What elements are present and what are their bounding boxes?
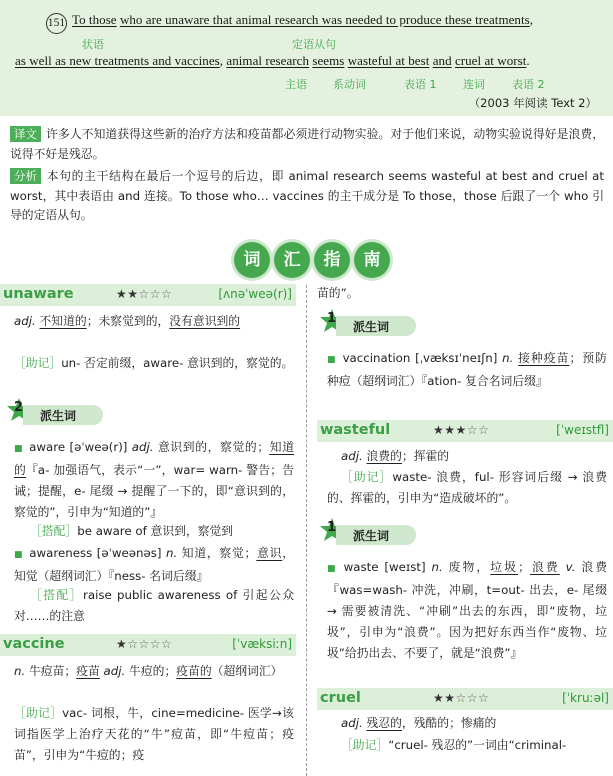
predicative-1: wasteful at best	[347, 53, 430, 68]
tag-attributive-clause: 定语从句	[292, 38, 336, 51]
collocation-awareness: ［搭配］raise public awareness of 引起公众对……的注意	[14, 588, 294, 623]
translation-text: 许多人不知道获得这些新的治疗方法和疫苗都必须进行动物实验。对于他们来说，动物实验说得好是浪费，说得不好是残忍。	[10, 127, 604, 161]
sentence-number: 151	[46, 13, 67, 34]
tag-conjunction: 连词	[463, 78, 485, 91]
vocab-title-char-3: 指	[314, 242, 350, 278]
word-bar-wasteful	[317, 420, 613, 442]
phonetic: [ˈkruːəl]	[562, 691, 609, 705]
analysis-text: 本句的主干结构在最后一个逗号的后边，即 animal research seems wasteful at best and cruel at worst，其中表语由 and 连接。To those who… vaccines 的主干成分是 To those，those 后跟了一个 who 引导的定语从句。	[10, 169, 604, 222]
vaccine-memo-continued: 苗的”。	[317, 286, 359, 300]
analysis-label: 分析	[10, 168, 41, 184]
word-bar-vaccine	[0, 634, 296, 656]
memo: ［助记］waste- 浪费，ful- 形容词后缀 → 浪费的、挥霍的，引申为“造成破坏的”。	[327, 470, 607, 505]
collocation-aware: ［搭配］be aware of 意识到，察觉到	[30, 524, 234, 538]
tag-predicative-2: 表语 2	[512, 78, 545, 91]
tag-adverbial: 状语	[82, 38, 104, 51]
column-divider	[306, 285, 307, 776]
headword: vaccine	[3, 636, 65, 652]
linking-verb: seems	[312, 53, 345, 68]
phonetic: [ˈvæksiːn]	[232, 637, 292, 651]
vocab-title-char-4: 南	[354, 242, 390, 278]
phonetic: [ˈweɪstfl]	[556, 423, 609, 437]
sentence-box	[0, 0, 613, 116]
definition: adj. 不知道的；未察觉到的，没有意识到的	[14, 314, 241, 328]
tag-predicative-1: 表语 1	[404, 78, 437, 91]
attributive-clause: who are unaware that animal research was needed to produce these treatments	[119, 12, 530, 27]
vocab-title-char-1: 词	[234, 242, 270, 278]
tag-linking-verb: 系动词	[333, 78, 366, 91]
headword: unaware	[3, 286, 74, 302]
star-rating-icon: ★★☆☆☆	[116, 287, 173, 301]
star-rating-icon: ★★☆☆☆	[433, 691, 490, 705]
derivative-awareness: ■ awareness [əˈweənəs] n. 知道，察觉；意识，知觉（超纲词汇）『ness- 名词后缀』	[14, 546, 295, 583]
star-rating-icon: ★★★☆☆	[433, 423, 490, 437]
sentence-line-1: 151 To those who are unaware that animal research was needed to produce these treatments,	[46, 12, 533, 34]
subject-phrase: animal research	[226, 53, 310, 68]
analysis-paragraph	[10, 167, 604, 226]
tag-subject: 主语	[285, 78, 307, 91]
star-rating-icon: ★☆☆☆☆	[116, 637, 173, 651]
derivative-vaccination: ■ vaccination [ˌvæksɪˈneɪʃn] n. 接种疫苗；预防种痘（超纲词汇）『ation- 复合名词后缀』	[327, 351, 607, 388]
definition: adj. 残忍的，残酷的；惨痛的	[341, 716, 497, 730]
definition: n. 牛痘苗；疫苗 adj. 牛痘的；疫苗的（超纲词汇）	[14, 664, 283, 678]
sentence-line-2: as well as new treatments and vaccines, animal research seems wasteful at best and cruel at worst.	[15, 53, 530, 68]
derivative-header: 1 派生词	[319, 520, 439, 546]
headword: cruel	[320, 690, 361, 706]
derivative-header: 1 派生词	[319, 311, 439, 337]
memo: ［助记］un- 否定前缀，aware- 意识到的，察觉的。	[14, 356, 294, 370]
translation-paragraph	[10, 125, 604, 164]
conjunction: and	[432, 53, 452, 68]
vocab-heading	[0, 242, 613, 278]
translation-label: 译文	[10, 126, 41, 142]
predicative-2: cruel at worst	[454, 53, 527, 68]
phonetic: [ʌnəˈweə(r)]	[218, 287, 292, 301]
vocab-title-char-2: 汇	[274, 242, 310, 278]
adverbial-phrase: To those	[72, 12, 117, 27]
memo: ［助记］“cruel- 残忍的”一词由“criminal-	[341, 738, 567, 752]
word-bar-unaware	[0, 284, 296, 306]
derivative-aware: ■ aware [əˈweə(r)] adj. 意识到的，察觉的；知道的『a- 加强语气，表示“一”，war= warn- 警告；告诫；提醒，e- 尾缀 → 提醒了一下的，即“意识到的，察觉的”，引申为“知道的”』	[14, 440, 294, 519]
headword: wasteful	[320, 422, 391, 438]
source-note: （2003 年阅读 Text 2）	[468, 96, 597, 110]
derivative-waste: ■ waste [weɪst] n. 废物，垃圾；浪费 v. 浪费『was=wash- 冲洗，冲刷，t=out- 出去，e- 尾缀 → 需要被清洗、“冲刷”出去的东西，即“废物，垃圾”，引申为“浪费”。因为把好东西当作“废物、垃圾”给扔出去、不要了，就是“浪费”』	[327, 560, 608, 660]
word-bar-cruel	[317, 688, 613, 710]
definition: adj. 浪费的；挥霍的	[341, 449, 450, 463]
derivative-header: 2 派生词	[6, 400, 126, 426]
memo: ［助记］vac- 词根，牛，cine=medicine- 医学→该词指医学上治疗天花的“牛”痘苗，即“牛痘苗；疫苗”，引申为“牛痘的；疫	[14, 706, 294, 762]
